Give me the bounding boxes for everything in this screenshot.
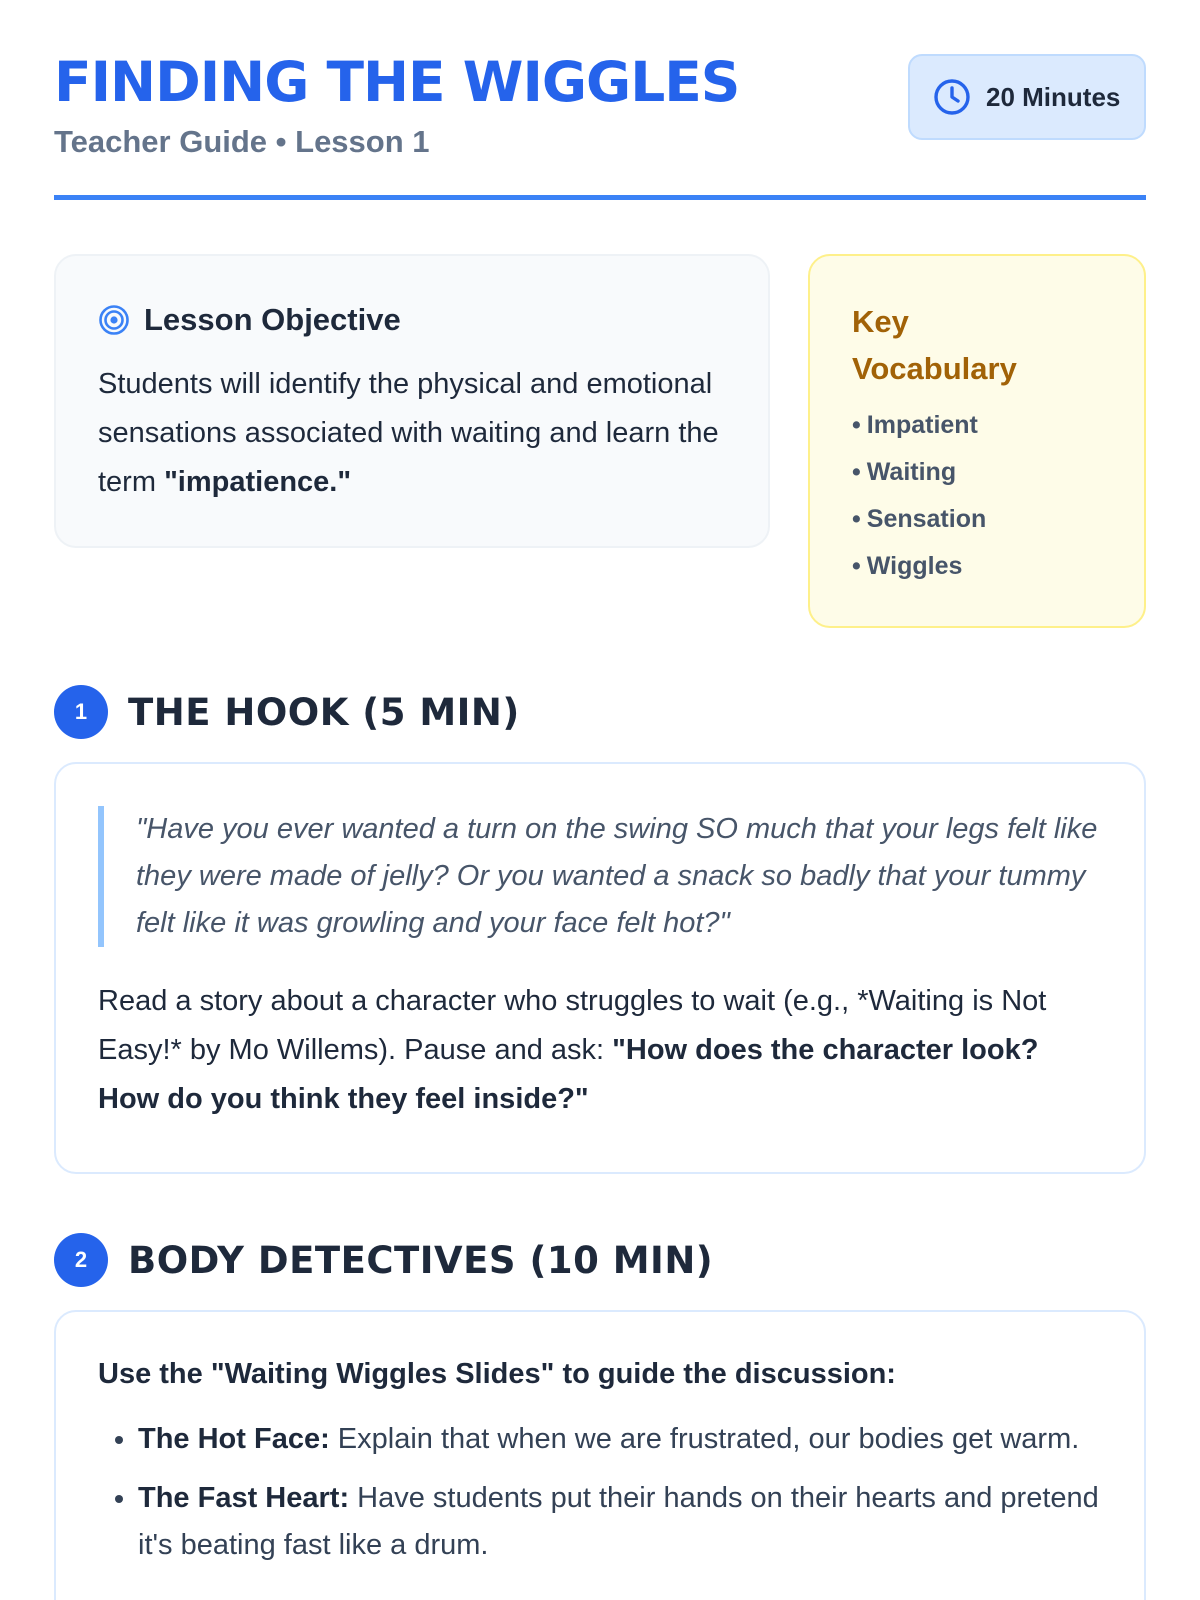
page-subtitle: Teacher Guide • Lesson 1 bbox=[54, 124, 430, 159]
detectives-list bbox=[98, 1416, 1102, 1569]
list-item-label: The Fast Heart: bbox=[138, 1482, 350, 1514]
duration-badge bbox=[908, 54, 1146, 140]
objective-sentence: Students will identify the physical and emotional sensations associated with waiting and learn the term bbox=[98, 368, 719, 498]
hook-body-text: Read a story about a character who struggles to wait (e.g., *Waiting is Not Easy!* by Mo Willems). Pause and ask: bbox=[98, 985, 1047, 1066]
hook-quote: "Have you ever wanted a turn on the swing SO much that your legs felt like they were made of jelly? Or you wanted a snack so badly that your tummy felt like it was growling and your face felt hot?" bbox=[98, 806, 1102, 947]
list-item-text: Explain that when we are frustrated, our bodies get warm. bbox=[329, 1423, 1080, 1455]
duration-label: 20 Minutes bbox=[986, 81, 1121, 112]
page-title: FINDING THE WIGGLES bbox=[54, 50, 740, 114]
objective-title: Lesson Objective bbox=[144, 302, 401, 337]
target-icon bbox=[98, 304, 130, 336]
clock-icon bbox=[932, 77, 972, 117]
objective-card bbox=[54, 254, 770, 548]
vocabulary-list bbox=[852, 402, 1104, 590]
page-header bbox=[54, 0, 1146, 200]
step-number-badge: 2 bbox=[54, 1233, 108, 1287]
list-item-text: Have students put their hands on their hearts and pretend it's beating fast like a drum. bbox=[138, 1482, 1099, 1561]
section-title: BODY DETECTIVES (10 MIN) bbox=[128, 1238, 714, 1282]
vocabulary-item: • Impatient bbox=[852, 402, 1104, 449]
detectives-intro: Use the "Waiting Wiggles Slides" to guide the discussion: bbox=[98, 1358, 896, 1390]
section-title: THE HOOK (5 MIN) bbox=[128, 690, 520, 734]
list-item bbox=[138, 1416, 1102, 1463]
objective-term: "impatience." bbox=[164, 466, 352, 498]
vocabulary-card bbox=[808, 254, 1146, 628]
vocabulary-item: • Wiggles bbox=[852, 543, 1104, 590]
section-hook-heading bbox=[54, 684, 520, 740]
list-item bbox=[138, 1475, 1102, 1569]
vocabulary-item: • Waiting bbox=[852, 449, 1104, 496]
body-detectives-card bbox=[54, 1310, 1146, 1600]
section-detectives-heading bbox=[54, 1232, 713, 1288]
step-number-badge: 1 bbox=[54, 685, 108, 739]
list-item-label: The Hot Face: bbox=[138, 1423, 330, 1455]
vocabulary-title: Key Vocabulary bbox=[852, 304, 1017, 386]
hook-question: "How does the character look? How do you think they feel inside?" bbox=[98, 1034, 1039, 1115]
objective-text bbox=[98, 360, 726, 507]
vocabulary-item: • Sensation bbox=[852, 496, 1104, 543]
hook-instructions bbox=[98, 977, 1102, 1124]
hook-card bbox=[54, 762, 1146, 1174]
